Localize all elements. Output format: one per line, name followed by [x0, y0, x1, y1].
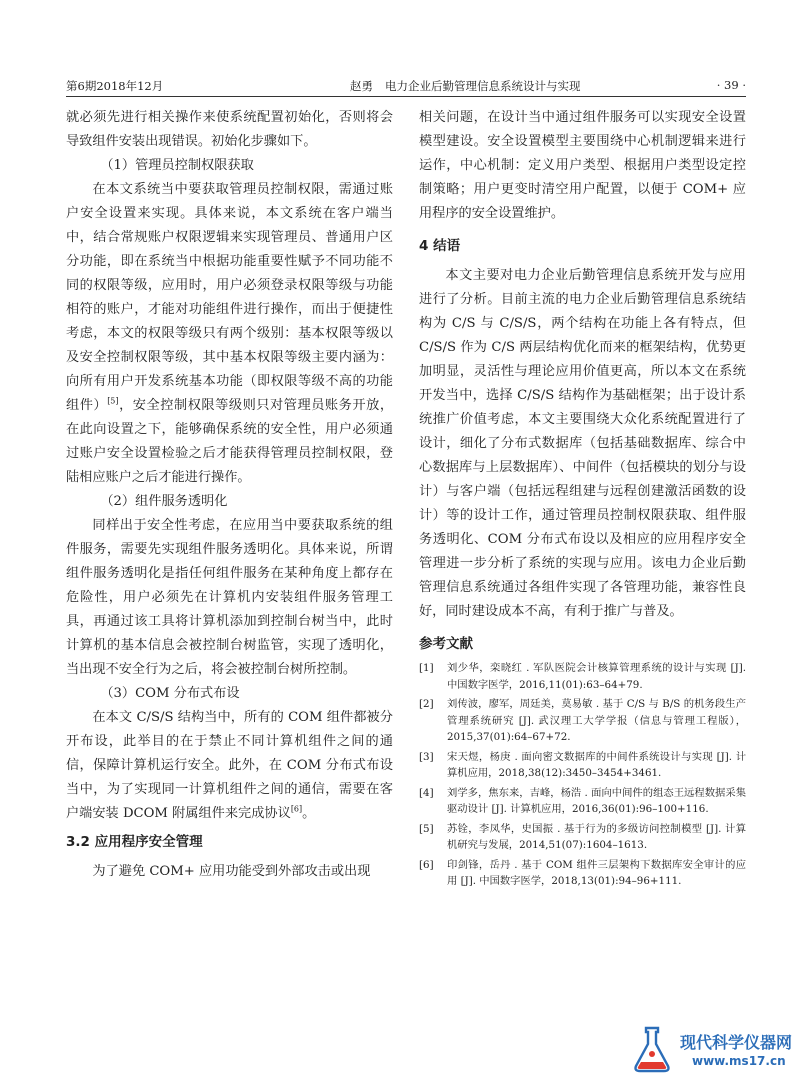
subsection-heading: （3）COM 分布式布设: [100, 686, 240, 701]
section-heading: 3.2 应用程序安全管理: [66, 834, 203, 850]
citation: [6]: [290, 804, 303, 814]
subsection-heading: （1）管理员控制权限获取: [100, 158, 254, 173]
watermark-url[interactable]: www.ms17.cn: [692, 1054, 786, 1068]
paragraph-text: ，安全控制权限等级则只对管理员账务开放，在此向设置之下，能够确保系统的安全性，用户必须通过账户安全设置检验之后才能获得管理员控制权限，登陆相应账户之后才能进行操作。: [66, 398, 394, 485]
reference-text: 苏铨，李凤华，史国振 . 基于行为的多级访问控制模型 [J]. 计算机研究与发展，2014,51(07):1604–1613.: [447, 822, 746, 851]
paragraph: 相关问题，在设计当中通过组件服务可以实现安全设置模型建设。安全设置模型主要围绕中心机制逻辑来进行运作，中心机制：定义用户类型、根据用户类型设定控制策略；用户更变时清空用户配置，以便于 COM+ 应用程序的安全设置维护。: [419, 110, 746, 221]
reference-number: [1]: [419, 662, 434, 674]
site-watermark[interactable]: [630, 1024, 793, 1078]
section-heading: 4 结语: [419, 238, 461, 254]
running-author: 赵勇: [350, 79, 373, 93]
paragraph-text: 在本文系统当中要获取管理员控制权限，需通过账户安全设置来实现。具体来说，本文系统在客户端当中，结合常规账户权限逻辑来实现管理员、普通用户区分功能，即在系统当中根据功能重要性赋予不同功能不同的权限等级，应用时，用户必须登录权限等级与功能相符的账户，才能对功能组件进行操作，而出于便捷性考虑，本文的权限等级只有两个级别：基本权限等级以及安全控制权限等级，其中基本权限等级主要内涵为：向所有用户开发系统基本功能（即权限等级不高的功能组件）: [66, 182, 393, 413]
paragraph: 为了避免 COM+ 应用功能受到外部攻击或出现: [92, 864, 371, 879]
running-header: [66, 70, 746, 97]
reference-item: [419, 785, 746, 818]
reference-item: [419, 749, 746, 782]
reference-item: [419, 857, 746, 890]
watermark-title: 现代科学仪器网: [680, 1033, 793, 1052]
paragraph-text: 在本文 C/S/S 结构当中，所有的 COM 组件都被分开布设，此举目的在于禁止不同计算机组件之间的通信，保障计算机运行安全。此外，在 COM 分布式布设当中，为了实现同一计算机组件之间的通信，需要在客户端安装 DCOM 附属组件来完成协议: [66, 710, 393, 821]
reference-text: 刘少华，栾晓红 . 军队医院会计核算管理系统的设计与实现 [J]. 中国数字医学，2016,11(01):63–64+79.: [447, 662, 746, 691]
paragraph: 同样出于安全性考虑，在应用当中要获取系统的组件服务，需要先实现组件服务透明化。具体来说，所谓组件服务透明化是指任何组件服务在某种角度上都存在危险性，用户必须先在计算机内安装组件服务管理工具，再通过该工具将计算机添加到控制台树当中，此时计算机的基本信息会被控制台树监管，实现了透明化，当出现不安全行为之后，将会被控制台树所控制。: [66, 518, 393, 677]
reference-item: [419, 696, 746, 746]
paragraph: [66, 706, 393, 826]
references-heading: 参考文献: [419, 636, 473, 652]
reference-number: [3]: [419, 750, 434, 763]
left-column: [66, 106, 393, 884]
reference-text: 宋天煜，杨庚 . 面向密文数据库的中间件系统设计与实现 [J]. 计算机应用，2018,38(12):3450–3454+3461.: [447, 750, 746, 779]
reference-list: [419, 660, 746, 890]
reference-text: 印剑锋，岳丹 . 基于 COM 组件三层架构下数据库安全审计的应用 [J]. 中国数字医学，2018,13(01):94–96+111.: [447, 858, 746, 887]
paragraph-text: 。: [302, 806, 316, 821]
subsection-heading: （2）组件服务透明化: [100, 494, 228, 509]
paragraph: 就必须先进行相关操作来使系统配置初始化，否则将会导致组件安装出现错误。初始化步骤如下。: [66, 110, 393, 149]
reference-text: 刘学多，焦东来，吉峰，杨浩 . 面向中间件的组态王远程数据采集驱动设计 [J]. 计算机应用，2016,36(01):96–100+116.: [447, 786, 746, 815]
paragraph: 本文主要对电力企业后勤管理信息系统开发与应用进行了分析。目前主流的电力企业后勤管理信息系统结构为 C/S 与 C/S/S，两个结构在功能上各有特点，但 C/S/S 作为 C/S 两层结构优化而来的框架结构，优势更加明显，灵活性与理论应用价值更高，所以本文在系统开发当中，选择 C/S/S 结构作为基础框架；出于设计系统推广价值考虑，本文主要围绕大众化系统配置进行了设计，细化了分布式数据库（包括基础数据库、综合中心数据库与上层数据库）、中间件（包括模块的划分与设计）与客户端（包括远程组建与远程创建激活函数的设计）等的设计工作，通过管理员控制权限获取、组件服务透明化、COM 分布式布设以及相应的应用程序安全管理进一步分析了系统的实现与应用。该电力企业后勤管理信息系统通过各组件实现了各管理功能，兼容性良好，同时建设成本不高，有利于推广与普及。: [419, 268, 746, 619]
reference-number: [2]: [419, 698, 434, 710]
reference-item: [419, 660, 746, 693]
reference-item: [419, 821, 746, 854]
running-paper-title: 电力企业后勤管理信息系统设计与实现: [385, 79, 581, 93]
reference-number: [4]: [419, 786, 434, 799]
page-number: · 39 ·: [716, 78, 746, 92]
issue-date: 第6期2018年12月: [66, 79, 164, 93]
right-column: [419, 106, 746, 893]
citation: [5]: [107, 396, 119, 406]
reference-number: [6]: [419, 858, 434, 871]
running-title: [350, 78, 581, 94]
reference-number: [5]: [419, 822, 434, 835]
paragraph: [66, 178, 393, 490]
reference-text: 刘传波，廖军，周廷美，莫易敏 . 基于 C/S 与 B/S 的机务段生产管理系统研究 [J]. 武汉理工大学学报（信息与管理工程版），2015,37(01):64–67+72.: [447, 698, 746, 743]
flask-logo-icon: [630, 1024, 674, 1074]
